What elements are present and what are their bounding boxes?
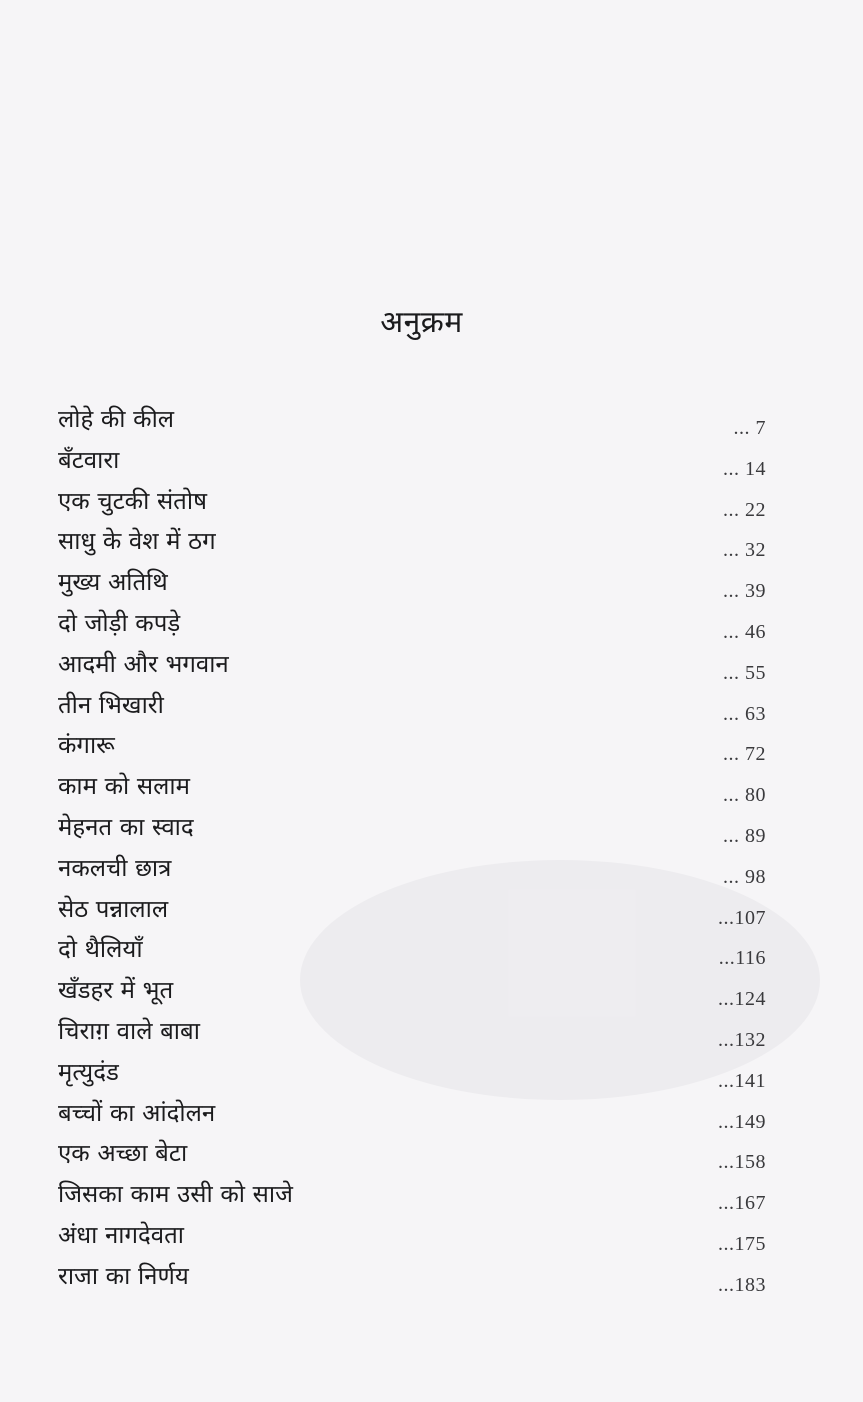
toc-entry bbox=[58, 606, 778, 647]
toc-entry bbox=[58, 1177, 778, 1218]
toc-entry bbox=[58, 688, 778, 729]
toc-entry bbox=[58, 810, 778, 851]
toc-entry-title: खँडहर में भूत bbox=[58, 976, 174, 1005]
toc-entry-page-number: ...132 bbox=[718, 1028, 766, 1051]
toc-entry-page-number: ...107 bbox=[718, 906, 766, 929]
table-of-contents bbox=[58, 402, 778, 1300]
toc-entry-page-number: ...158 bbox=[718, 1151, 766, 1174]
toc-entry-title: आदमी और भगवान bbox=[58, 649, 229, 678]
toc-entry-page-number: ...183 bbox=[718, 1273, 766, 1296]
toc-entry-title: साधु के वेश में ठग bbox=[58, 527, 216, 556]
toc-entry-page-number: ... 7 bbox=[733, 417, 766, 439]
toc-entry-title: बच्चों का आंदोलन bbox=[58, 1098, 216, 1127]
toc-entry bbox=[58, 973, 778, 1014]
toc-entry-page-number: ... 55 bbox=[723, 661, 766, 684]
toc-entry-title: नकलची छात्र bbox=[58, 853, 172, 882]
toc-entry-title: जिसका काम उसी को साजे bbox=[58, 1180, 293, 1209]
toc-entry bbox=[58, 892, 778, 933]
toc-entry-title: राजा का निर्णय bbox=[58, 1261, 189, 1290]
toc-entry-page-number: ...149 bbox=[718, 1110, 766, 1133]
toc-entry-page-number: ...124 bbox=[718, 988, 766, 1011]
heading-text: अनुक्रम bbox=[380, 305, 463, 340]
toc-entry-page-number: ... 46 bbox=[723, 620, 766, 643]
toc-entry-title: एक चुटकी संतोष bbox=[58, 486, 207, 515]
toc-entry bbox=[58, 932, 778, 973]
toc-entry bbox=[58, 524, 778, 565]
toc-entry bbox=[58, 1218, 778, 1259]
toc-entry-page-number: ... 32 bbox=[723, 539, 766, 562]
toc-entry-page-number: ... 14 bbox=[723, 457, 766, 480]
toc-entry-page-number: ...167 bbox=[718, 1192, 766, 1215]
toc-entry-title: सेठ पन्नालाल bbox=[58, 894, 169, 923]
toc-entry bbox=[58, 1096, 778, 1137]
toc-entry bbox=[58, 1136, 778, 1177]
toc-entry-page-number: ...141 bbox=[718, 1069, 766, 1092]
toc-entry bbox=[58, 647, 778, 688]
toc-entry-title: मुख्य अतिथि bbox=[58, 568, 168, 597]
toc-entry-page-number: ...116 bbox=[718, 947, 766, 970]
toc-entry-title: चिराग़ वाले बाबा bbox=[58, 1016, 200, 1045]
toc-entry-title: बँटवारा bbox=[58, 445, 120, 474]
toc-entry-title: तीन भिखारी bbox=[58, 690, 164, 719]
toc-entry-page-number: ... 63 bbox=[723, 702, 766, 725]
toc-entry-title: काम को सलाम bbox=[58, 772, 190, 801]
toc-entry-page-number: ...175 bbox=[718, 1232, 766, 1255]
toc-entry bbox=[58, 769, 778, 810]
toc-entry-page-number: ... 22 bbox=[723, 498, 766, 521]
page-title bbox=[0, 300, 863, 341]
toc-entry-title: मेहनत का स्वाद bbox=[58, 812, 194, 841]
toc-entry-title: अंधा नागदेवता bbox=[58, 1220, 184, 1249]
toc-entry-title: लोहे की कील bbox=[58, 405, 175, 433]
toc-entry-title: दो थैलियाँ bbox=[58, 935, 143, 964]
toc-entry-title: कंगारू bbox=[58, 731, 115, 760]
toc-entry-title: एक अच्छा बेटा bbox=[58, 1139, 188, 1168]
toc-entry-title: दो जोड़ी कपड़े bbox=[58, 608, 181, 637]
toc-entry bbox=[58, 1055, 778, 1096]
toc-entry bbox=[58, 1259, 778, 1300]
toc-entry bbox=[58, 1014, 778, 1055]
toc-entry-page-number: ... 89 bbox=[723, 824, 766, 847]
toc-entry bbox=[58, 565, 778, 606]
toc-entry-page-number: ... 80 bbox=[723, 784, 766, 807]
toc-entry bbox=[58, 728, 778, 769]
toc-entry-title: मृत्युदंड bbox=[58, 1057, 119, 1086]
toc-entry-page-number: ... 39 bbox=[723, 580, 766, 603]
toc-entry bbox=[58, 402, 778, 443]
toc-entry bbox=[58, 851, 778, 892]
toc-entry bbox=[58, 484, 778, 525]
toc-entry-page-number: ... 98 bbox=[723, 865, 766, 888]
toc-entry bbox=[58, 443, 778, 484]
toc-entry-page-number: ... 72 bbox=[723, 743, 766, 766]
